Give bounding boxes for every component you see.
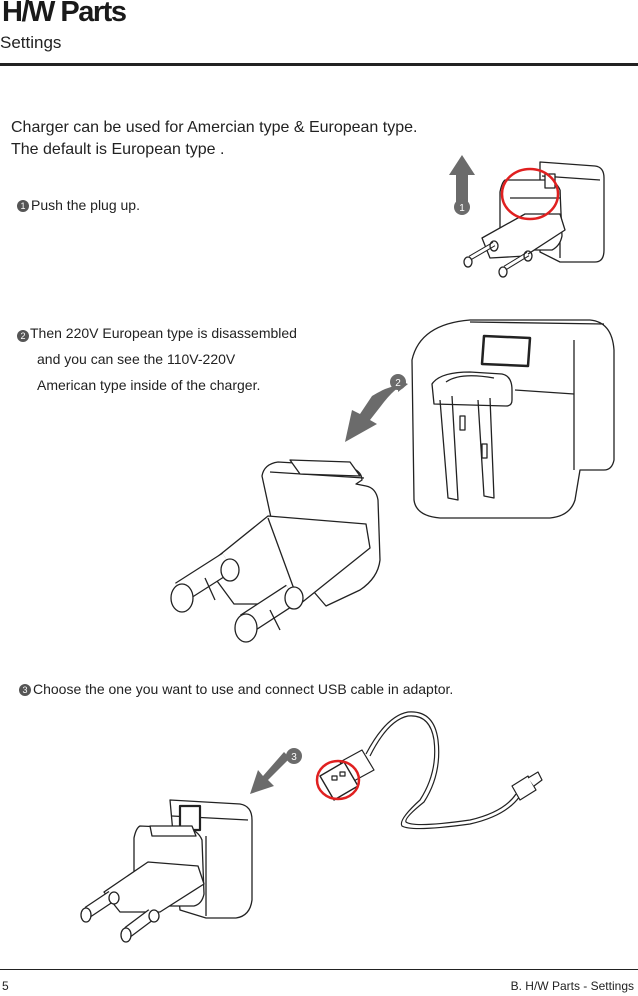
figure-2-adapter-disassembled <box>412 320 614 518</box>
footer-section: B. H/W Parts - Settings <box>510 979 634 993</box>
step-1-badge: 1 <box>17 200 29 212</box>
figure-2-marker-label: 2 <box>395 378 401 389</box>
figure-3-arrow <box>250 752 290 794</box>
intro-line-1: Charger can be used for Amercian type & European type. <box>11 119 418 136</box>
step-2-text-line-3: American type inside of the charger. <box>37 377 261 393</box>
intro-line-2: The default is European type . <box>11 141 225 158</box>
page-subtitle: Settings <box>0 33 62 52</box>
step-1-text: Push the plug up. <box>31 197 140 213</box>
step-3-text: Choose the one you want to use and connect USB cable in adaptor. <box>33 681 454 697</box>
step-2-text-line-1: Then 220V European type is disassembled <box>30 325 297 341</box>
step-2-badge: 2 <box>17 330 29 342</box>
figure-2-european-plug <box>171 460 380 642</box>
figure-1-marker-label: 1 <box>459 203 465 214</box>
figure-3-usb-cable <box>320 712 542 829</box>
step-2-text-line-2: and you can see the 110V-220V <box>37 351 236 367</box>
page-title: H/W Parts <box>2 0 126 28</box>
step-3-badge: 3 <box>19 684 31 696</box>
figure-3-marker-label: 3 <box>291 752 297 763</box>
page-number: 5 <box>2 979 9 993</box>
figure-3-charger <box>81 800 252 942</box>
footer-divider <box>0 969 638 970</box>
